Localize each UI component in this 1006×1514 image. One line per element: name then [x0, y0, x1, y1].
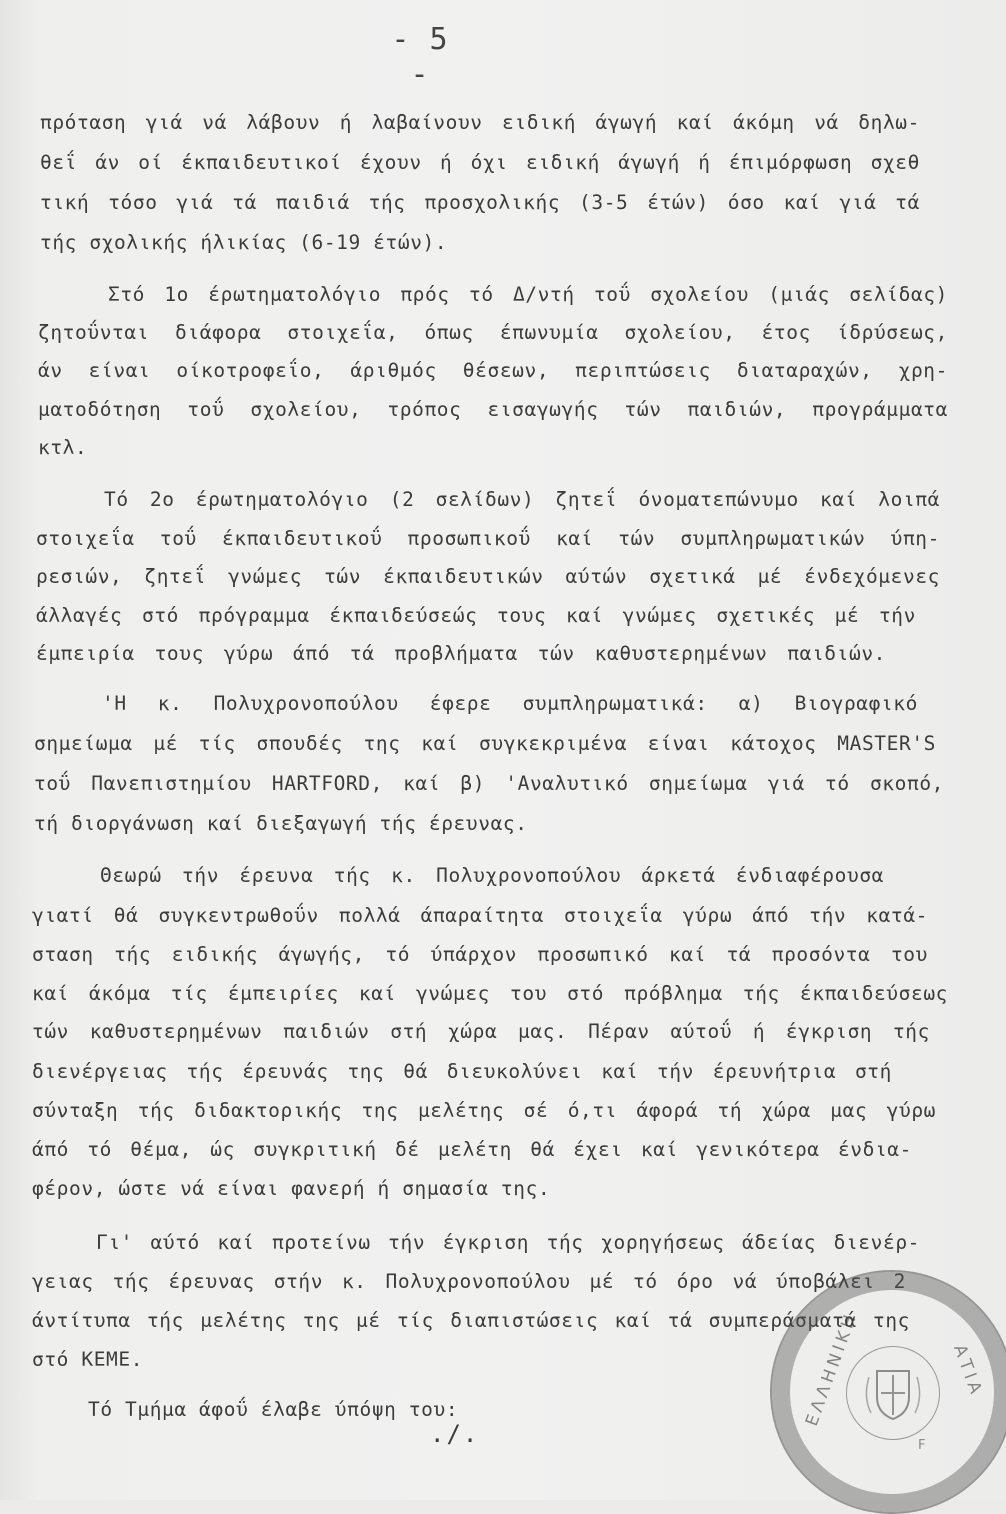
- text-line: διενέργειας τής έρευνάς της θά διευκολύνει καί τήν έρευνήτρια στή: [32, 1060, 892, 1083]
- stamp-ring-text-right: ΑΤΙΑ: [949, 1342, 987, 1401]
- text-line: τών καθυστερημένων παιδιών στή χώρα μας. Πέραν αύτοΰ ή έγκριση τής: [32, 1020, 930, 1043]
- stamp-inner-text: F: [918, 1438, 926, 1453]
- text-line: άν είναι οίκοτροφεΐο, άριθμός θέσεων, περιπτώσεις διαταραχών, χρη-: [38, 359, 948, 382]
- text-line: πρόταση γιά νά λάβουν ή λαβαίνουν ειδική άγωγή καί άκόμη νά δηλω-: [40, 111, 920, 134]
- text-line: ρεσιών, ζητεΐ γνώμες τών έκπαιδευτικών αύτών σχετικά μέ ένδεχόμενες: [36, 565, 940, 588]
- text-line: ματοδότηση τοΰ σχολείου, τρόπος εισαγωγής τών παιδιών, προγράμματα: [38, 398, 948, 421]
- text-line: Γι' αύτό καί προτείνω τήν έγκριση τής χορηγήσεως άδείας διενέρ-: [96, 1231, 920, 1254]
- text-line: σταση τής ειδικής άγωγής, τό ύπάρχον προσωπικό καί τά προσόντα του: [32, 943, 928, 966]
- text-line: στοιχεΐα τοΰ έκπαιδευτικοΰ προσωπικοΰ καί τών συμπληρωματικών ύπη-: [36, 527, 940, 550]
- text-line: στό ΚΕΜΕ.: [32, 1348, 144, 1371]
- emblem-icon: [847, 1347, 939, 1439]
- text-line: ζητοΰνται διάφορα στοιχεΐα, όπως έπωνυμία σχολείου, έτος ίδρύσεως,: [38, 321, 948, 344]
- stamp-ring-text-left: ΕΛΛΗΝΙΚΗ: [802, 1308, 862, 1429]
- text-line: Τό Τμήμα άφοΰ έλαβε ύπόψη του:: [88, 1398, 459, 1421]
- page-number: - 5 -: [391, 22, 449, 92]
- coat-of-arms-emblem: [846, 1346, 940, 1440]
- text-line: σύνταξη τής διδακτορικής της μελέτης σέ ό,τι άφορά τή χώρα μας γύρω: [32, 1099, 936, 1122]
- text-line: τή διοργάνωση καί διεξαγωγή τής έρευνας.: [34, 812, 528, 835]
- text-line: φέρον, ώστε νά είναι φανερή ή σημασία της.: [32, 1177, 551, 1200]
- text-line: σημείωμα μέ τίς σπουδές της καί συγκεκριμένα είναι κάτοχος MASTER'S: [34, 732, 936, 755]
- official-stamp: [770, 1270, 1006, 1514]
- text-line: τική τόσο γιά τά παιδιά τής προσχολικής (3-5 έτών) όσο καί γιά τά: [40, 191, 920, 214]
- text-line: άπό τό θέμα, ώς συγκριτική δέ μελέτη θά έχει καί γενικότερα ένδια-: [32, 1138, 912, 1161]
- text-line: Τό 2ο έρωτηματολόγιο (2 σελίδων) ζητεΐ όνοματεπώνυμο καί λοιπά: [104, 488, 940, 511]
- text-line: θεΐ άν οί έκπαιδευτικοί έχουν ή όχι ειδική άγωγή ή έπιμόρφωση σχεθ: [40, 151, 920, 174]
- continuation-mark: ./.: [430, 1420, 480, 1448]
- text-line: γειας τής έρευνας στήν κ. Πολυχρονοπούλου μέ τό όρο νά ύποβάλει 2: [32, 1270, 906, 1293]
- text-line: κτλ.: [38, 436, 88, 459]
- text-line: τής σχολικής ήλικίας (6-19 έτών).: [40, 231, 448, 254]
- text-line: 'Η κ. Πολυχρονοπούλου έφερε συμπληρωματικά: α) Βιογραφικό: [102, 692, 918, 715]
- text-line: τοΰ Πανεπιστημίου HARTFORD, καί β) 'Αναλυτικό σημείωμα γιά τό σκοπό,: [34, 772, 944, 795]
- text-line: γιατί θά συγκεντρωθοΰν πολλά άπαραίτητα στοιχεΐα γύρω άπό τήν κατά-: [32, 904, 928, 927]
- text-line: Στό 1ο έρωτηματολόγιο πρός τό Δ/ντή τοΰ σχολείου (μιάς σελίδας): [108, 283, 948, 306]
- text-line: καί άκόμα τίς έμπειρίες καί γνώμες του στό πρόβλημα τής έκπαιδεύσεως: [32, 982, 948, 1005]
- text-line: Θεωρώ τήν έρευνα τής κ. Πολυχρονοπούλου άρκετά ένδιαφέρουσα: [100, 864, 884, 887]
- text-line: άλλαγές στό πρόγραμμα έκπαιδεύσεώς τους καί γνώμες σχετικές μέ τήν: [36, 604, 916, 627]
- text-line: έμπειρία τους γύρω άπό τά προβλήματα τών καθυστερημένων παιδιών.: [36, 642, 886, 665]
- text-line: άντίτυπα τής μελέτης της μέ τίς διαπιστώσεις καί τά συμπεράσματά της: [32, 1309, 910, 1332]
